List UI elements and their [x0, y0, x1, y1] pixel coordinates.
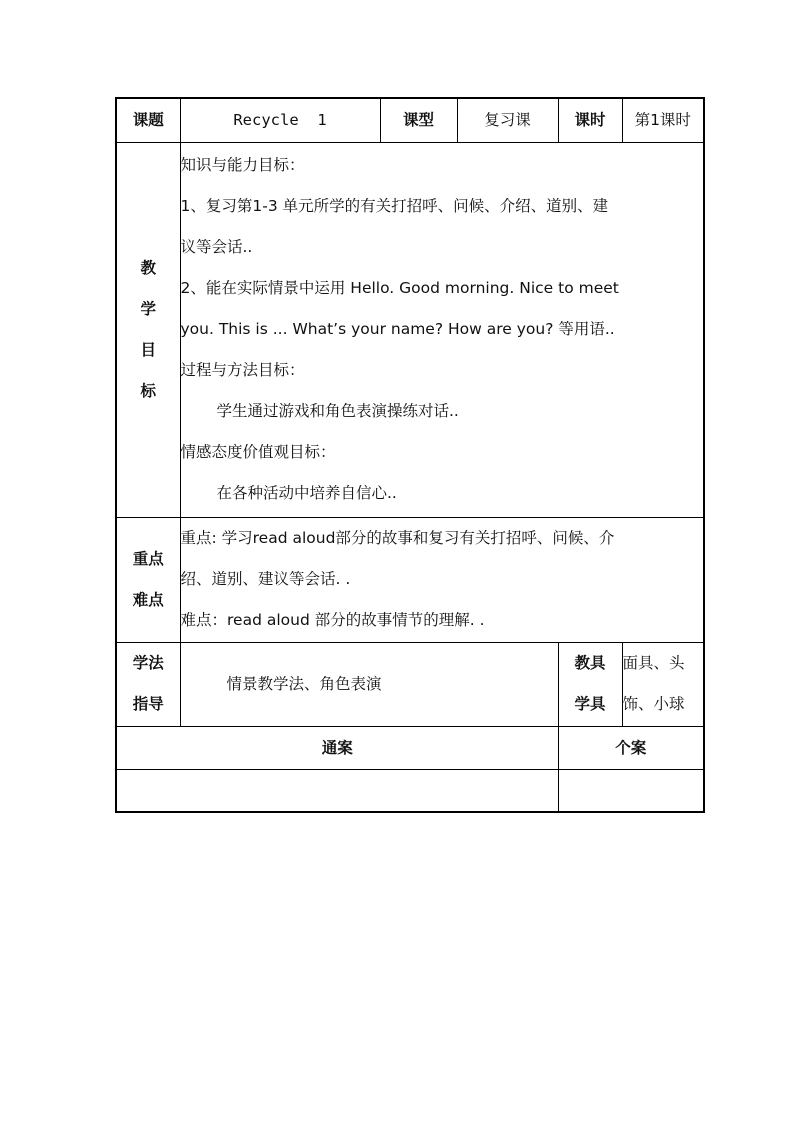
key-points-row: [116, 517, 704, 642]
key-points-label-char: 重点: [132, 549, 164, 568]
tools-label-char: 学具: [574, 695, 606, 713]
header-row: [116, 98, 704, 142]
key-points-label-char: 难点: [132, 590, 164, 609]
key-point-line: 重点: 学习read aloud部分的故事和复习有关打招呼、问候、介: [180, 529, 615, 547]
objective-line: 知识与能力目标：: [180, 156, 305, 174]
topic-value: Recycle 1: [180, 98, 380, 142]
key-points-label: [116, 517, 180, 642]
objective-line: 在各种活动中培养自信心..: [216, 484, 397, 502]
common-plan-cell: [116, 769, 558, 812]
key-points-content: [180, 517, 704, 642]
objectives-label-char: 标: [140, 381, 156, 400]
lesson-plan-table: [115, 97, 705, 813]
method-label-char: 指导: [132, 695, 164, 713]
objective-line: 学生通过游戏和角色表演操练对话..: [216, 402, 459, 420]
tools-line: 面具、头: [622, 654, 685, 672]
objectives-label-char: 教: [140, 258, 156, 277]
individual-plan-cell: [558, 769, 704, 812]
period-value: 第1课时: [622, 98, 704, 142]
type-label: 课型: [380, 98, 457, 142]
objectives-content: [180, 142, 704, 517]
individual-plan-label: 个案: [558, 726, 704, 769]
tools-line: 饰、小球: [622, 695, 685, 713]
objectives-label-char: 学: [140, 299, 156, 318]
objectives-row: [116, 142, 704, 517]
type-value: 复习课: [457, 98, 558, 142]
common-plan-label: 通案: [116, 726, 558, 769]
key-point-line: 难点：read aloud 部分的故事情节的理解. .: [180, 611, 485, 629]
objective-line: 过程与方法目标：: [180, 361, 305, 379]
tools-value: [622, 642, 704, 726]
key-point-line: 绍、道别、建议等会话. .: [180, 570, 351, 588]
method-label: [116, 642, 180, 726]
objectives-label-char: 目: [140, 340, 156, 359]
objective-line: you. This is ... What’s your name? How are you? 等用语..: [180, 320, 615, 338]
objectives-label: [116, 142, 180, 517]
objective-line: 2、能在实际情景中运用 Hello. Good morning. Nice to meet: [180, 279, 619, 297]
plan-header-row: [116, 726, 704, 769]
plan-body-row: [116, 769, 704, 812]
tools-label: [558, 642, 622, 726]
method-label-char: 学法: [132, 654, 164, 672]
objective-line: 议等会话..: [180, 238, 253, 256]
objective-line: 情感态度价值观目标：: [180, 443, 336, 461]
tools-label-char: 教具: [574, 654, 606, 672]
method-row: [116, 642, 704, 726]
period-label: 课时: [558, 98, 622, 142]
method-value: 情景教学法、角色表演: [180, 642, 558, 726]
objective-line: 1、复习第1-3 单元所学的有关打招呼、问候、介绍、道别、建: [180, 197, 609, 215]
topic-label: 课题: [116, 98, 180, 142]
